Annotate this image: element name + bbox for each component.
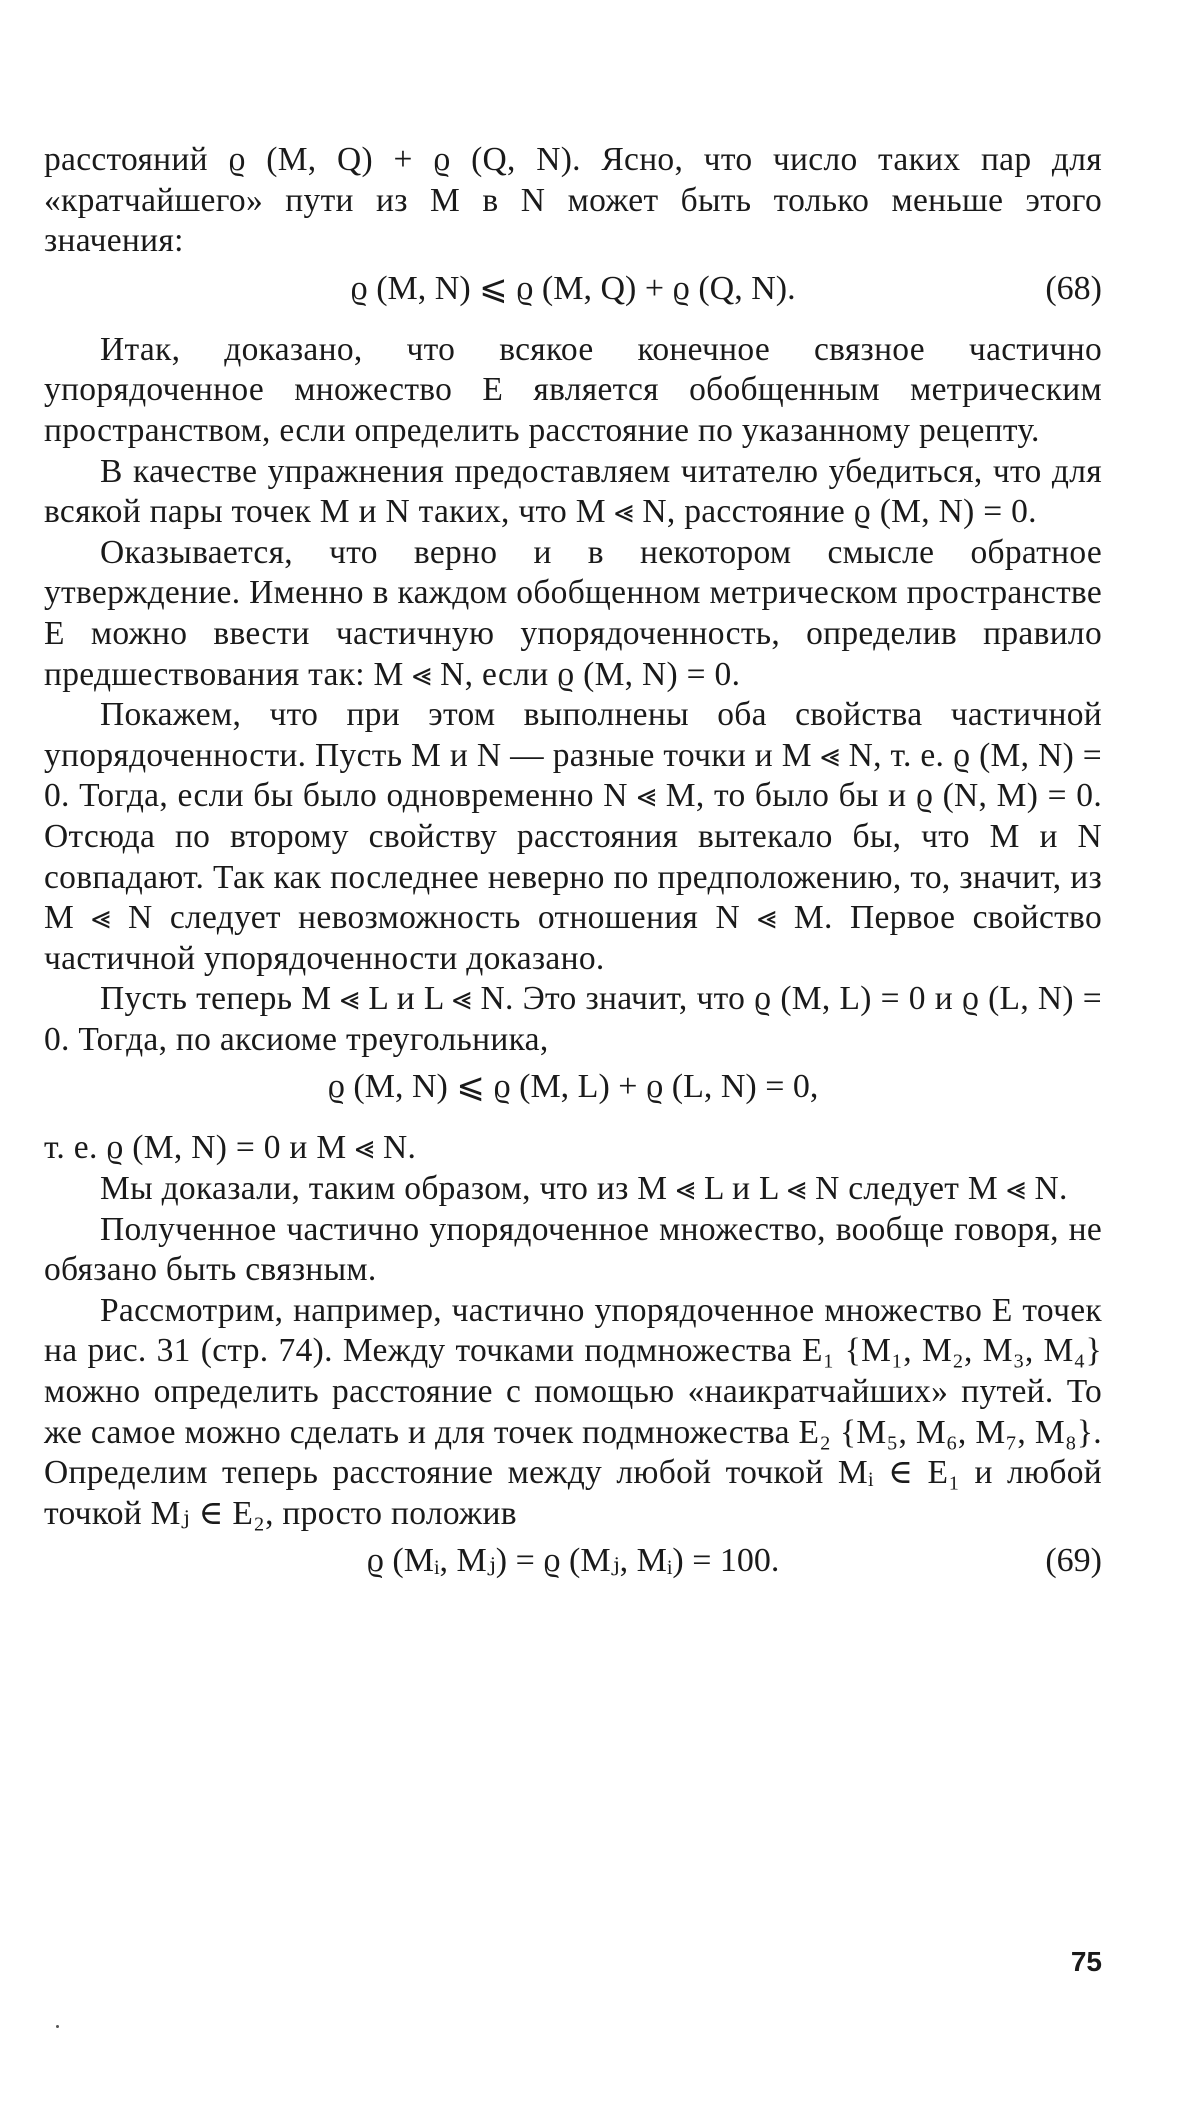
equation-69	[44, 1540, 1102, 1588]
paragraph-transitivity: Пусть теперь M ⪡ L и L ⪡ N. Это значит, что ϱ (M, L) = 0 и ϱ (L, N) = 0. Тогда, по аксиоме треугольника,	[44, 980, 1102, 1058]
equation-69-formula: ϱ (Mᵢ, Mⱼ) = ϱ (Mⱼ, Mᵢ) = 100.	[366, 1542, 780, 1580]
paragraph-ie: т. е. ϱ (M, N) = 0 и M ⪡ N.	[44, 1129, 417, 1167]
paragraph-example: Рассмотрим, например, частично упорядоченное множество E точек на рис. 31 (стр. 74). Между точками подмножества E₁ {M₁, M₂, M₃, M₄} можно определить расстояние с помощью «наикратчайших» путей. То же самое можно сделать и для точек подмножества E₂ {M₅, M₆, M₇, M₈}. Определим теперь расстояние между любой точкой Mᵢ ∈ E₁ и любой точкой Mⱼ ∈ E₂, просто положив	[44, 1291, 1102, 1532]
paragraph-exercise: В качестве упражнения предоставляем читателю убедиться, что для всякой пары точек M и N таких, что M ⪡ N, расстояние ϱ (M, N) = 0.	[44, 452, 1102, 531]
equation-68-number: (68)	[1045, 269, 1102, 307]
paragraph-not-connected: Полученное частично упорядоченное множество, вообще говоря, не обязано быть связным.	[44, 1210, 1102, 1289]
paragraph-conclusion: Итак, доказано, что всякое конечное связное частично упорядоченное множество E является обобщенным метрическим пространством, если определить расстояние по указанному рецепту.	[44, 330, 1102, 449]
equation-68-formula: ϱ (M, N) ⩽ ϱ (M, Q) + ϱ (Q, N).	[350, 269, 796, 307]
paragraph-proved: Мы доказали, таким образом, что из M ⪡ L и L ⪡ N следует M ⪡ N.	[100, 1170, 1068, 1208]
equation-triangle-formula: ϱ (M, N) ⩽ ϱ (M, L) + ϱ (L, N) = 0,	[327, 1068, 819, 1106]
equation-69-number: (69)	[1045, 1542, 1102, 1580]
page-number: 75	[1070, 1946, 1102, 1977]
scan-speck	[56, 2025, 59, 2028]
page-body	[44, 140, 1102, 1602]
paragraph-converse: Оказывается, что верно и в некотором смысле обратное утверждение. Именно в каждом обобщенном метрическом пространстве E можно ввести частичную упорядоченность, определив правило предшествования так: M ⪡ N, если ϱ (M, N) = 0.	[44, 533, 1102, 693]
paragraph-first-property: Покажем, что при этом выполнены оба свойства частичной упорядоченности. Пусть M и N — разные точки и M ⪡ N, т. е. ϱ (M, N) = 0. Тогда, если бы было одновременно N ⪡ M, то было бы и ϱ (N, M) = 0. Отсюда по второму свойству расстояния вытекало бы, что M и N совпадают. Так как последнее неверно по предположению, то, значит, из M ⪡ N следует невозможность отношения N ⪡ M. Первое свойство частичной упорядоченности доказано.	[44, 696, 1102, 977]
equation-triangle	[44, 1066, 1102, 1114]
equation-68	[44, 268, 1102, 316]
paragraph-continuation: расстояний ϱ (M, Q) + ϱ (Q, N). Ясно, что число таких пар для «кратчайшего» пути из M в N может быть только меньше этого значения:	[44, 141, 1102, 260]
